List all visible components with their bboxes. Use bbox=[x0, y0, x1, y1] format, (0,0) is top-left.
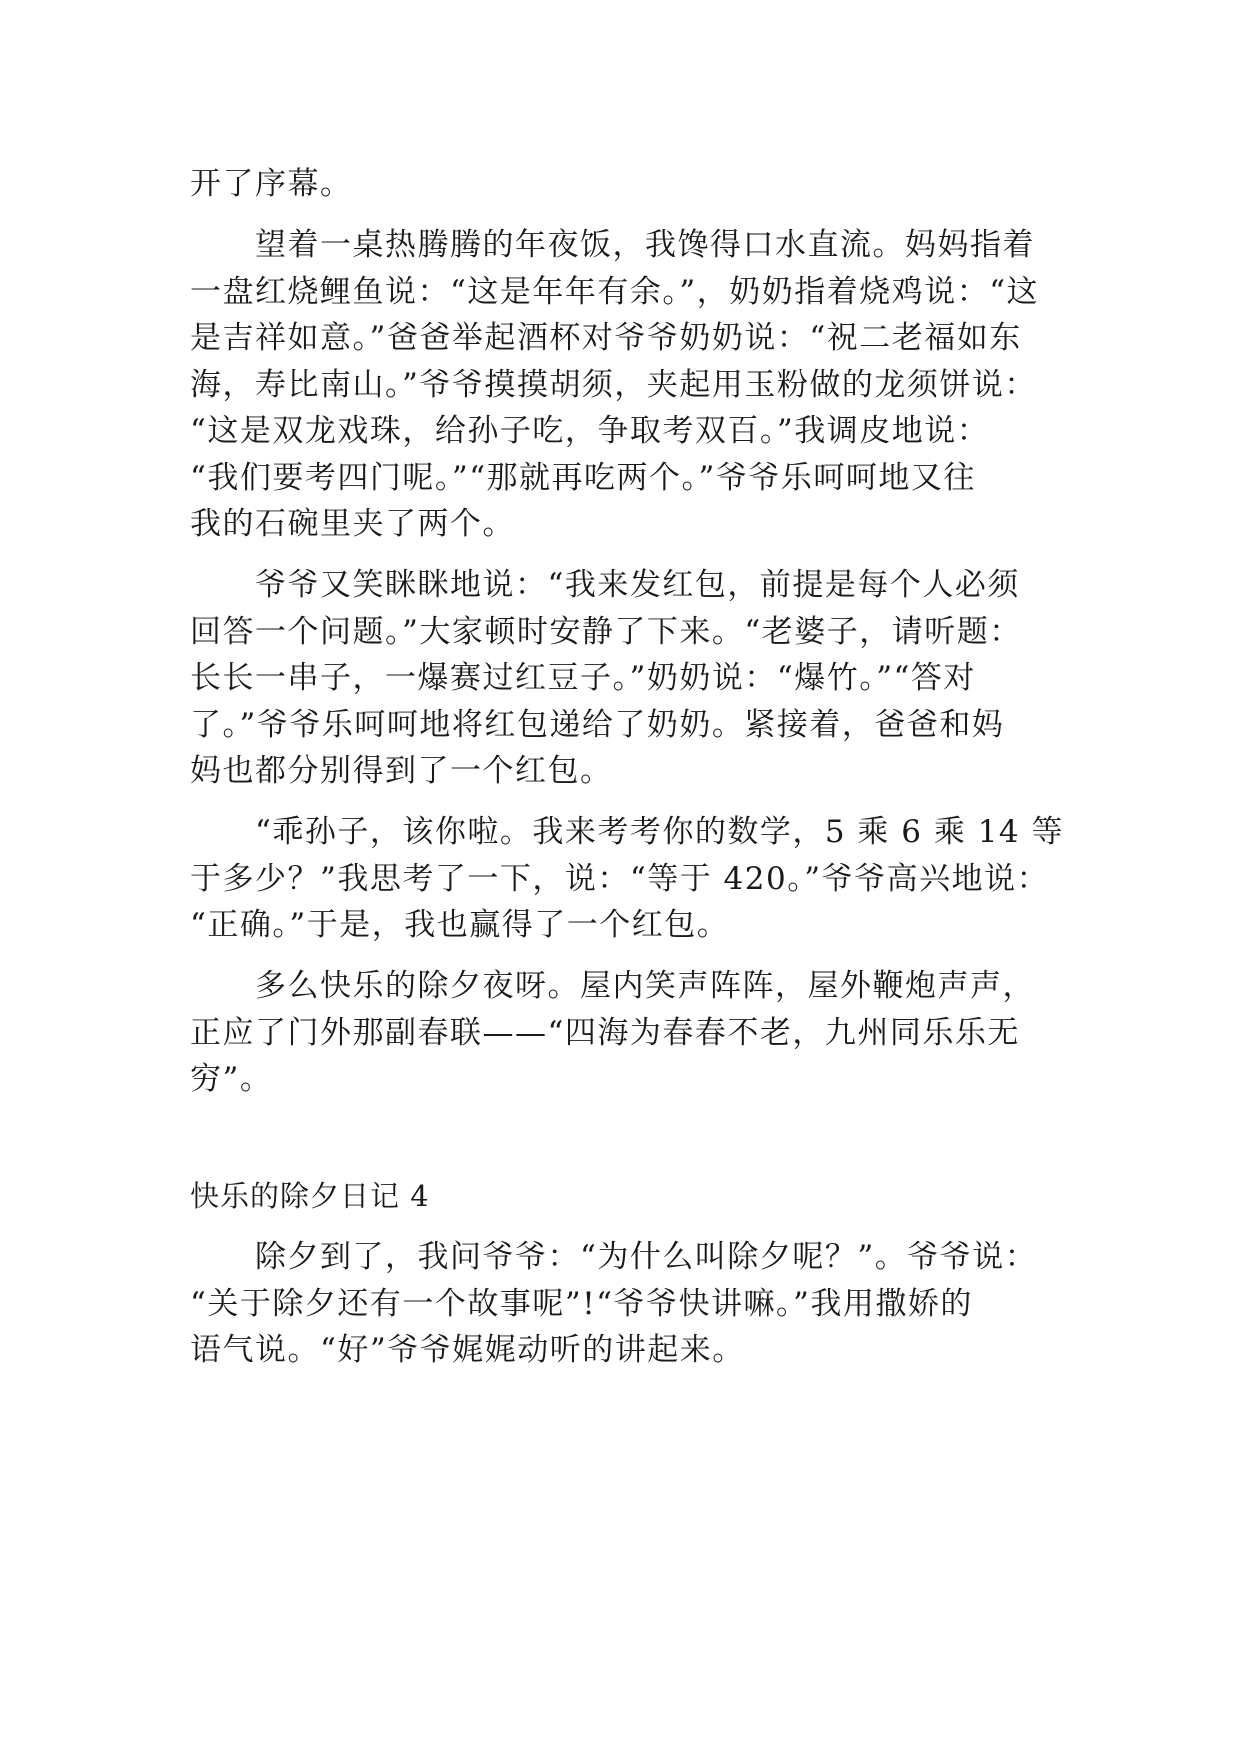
text-line: 穷”。 bbox=[190, 1061, 273, 1097]
paragraph-start-line: “乖孙子，该你啦。我来考考你的数学，5 乘 6 乘 14 等 bbox=[255, 814, 1065, 850]
text-line: “关于除夕还有一个故事呢”!“爷爷快讲嘛。”我用撒娇的 bbox=[190, 1286, 973, 1322]
text-line: 一盘红烧鲤鱼说：“这是年年有余。”，奶奶指着烧鸡说：“这 bbox=[190, 274, 1040, 310]
text-line: 开了序幕。 bbox=[190, 166, 353, 202]
text-line: 是吉祥如意。”爸爸举起酒杯对爷爷奶奶说：“祝二老福如东 bbox=[190, 320, 1022, 356]
text-line: 长长一串子，一爆赛过红豆子。”奶奶说：“爆竹。”“答对 bbox=[190, 660, 976, 696]
paragraph-start-line: 望着一桌热腾腾的年夜饭，我馋得口水直流。妈妈指着 bbox=[255, 227, 1035, 263]
text-line: 我的石碗里夹了两个。 bbox=[190, 506, 515, 542]
text-line: 正应了门外那副春联——“四海为春春不老，九州同乐乐无 bbox=[190, 1015, 1020, 1051]
text-line: 回答一个问题。”大家顿时安静了下来。“老婆子，请听题： bbox=[190, 614, 1022, 650]
section-heading: 快乐的除夕日记 4 bbox=[190, 1179, 430, 1213]
text-line: 妈也都分别得到了一个红包。 bbox=[190, 753, 613, 789]
text-line: 海，寿比南山。”爷爷摸摸胡须，夹起用玉粉做的龙须饼说： bbox=[190, 367, 1037, 403]
text-line: “我们要考四门呢。”“那就再吃两个。”爷爷乐呵呵地又往 bbox=[190, 460, 976, 496]
paragraph-start-line: 除夕到了，我问爷爷：“为什么叫除夕呢？”。爷爷说： bbox=[255, 1239, 1038, 1275]
paragraph-start-line: 爷爷又笑眯眯地说：“我来发红包，前提是每个人必须 bbox=[255, 567, 1020, 603]
text-line: “这是双龙戏珠，给孙子吃，争取考双百。”我调皮地说： bbox=[190, 413, 990, 449]
text-line: 于多少？”我思考了一下，说：“等于 420。”爷爷高兴地说： bbox=[190, 861, 1050, 897]
paragraph-start-line: 多么快乐的除夕夜呀。屋内笑声阵阵，屋外鞭炮声声， bbox=[255, 968, 1035, 1004]
text-line: “正确。”于是，我也赢得了一个红包。 bbox=[190, 907, 730, 943]
text-line: 了。”爷爷乐呵呵地将红包递给了奶奶。紧接着，爸爸和妈 bbox=[190, 707, 1005, 743]
text-line: 语气说。“好”爷爷娓娓动听的讲起来。 bbox=[190, 1332, 745, 1368]
